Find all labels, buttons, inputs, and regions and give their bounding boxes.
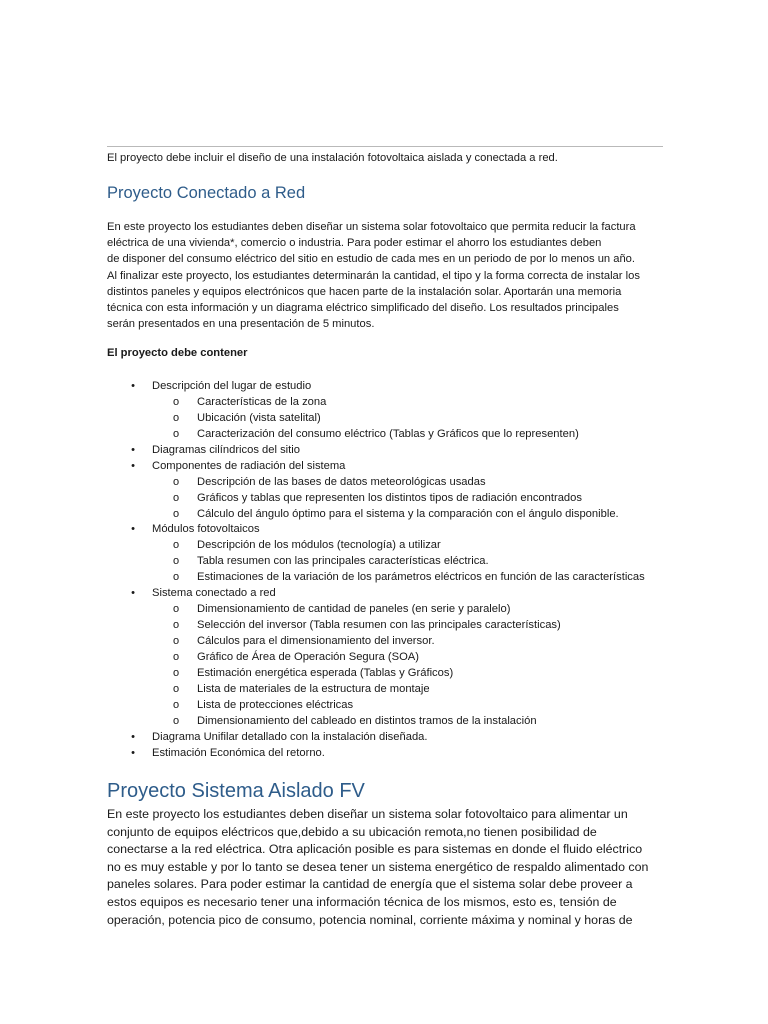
- sub-bullet-marker: o: [172, 491, 180, 504]
- sub-bullet-marker: o: [172, 571, 180, 584]
- list-item-text: Módulos fotovoltaicos: [152, 523, 260, 536]
- bullet-marker: •: [131, 730, 135, 743]
- paragraph-line: operación, potencia pico de consumo, potencia nominal, corriente máxima y nominal y horas de: [107, 912, 633, 927]
- list-item-text: Dimensionamiento del cableado en distintos tramos de la instalación: [197, 714, 537, 727]
- sub-list-item: [0, 507, 768, 523]
- paragraph-line: de disponer del consumo eléctrico del sitio en estudio de cada mes en un periodo de por lo menos un año.: [107, 253, 636, 266]
- bullet-marker: •: [131, 380, 135, 392]
- sub-list-item: [0, 395, 768, 411]
- list-item: [0, 522, 768, 538]
- list-item-text: Tabla resumen con las principales características eléctrica.: [197, 555, 489, 568]
- sub-bullet-marker: o: [172, 603, 180, 616]
- list-item-text: Sistema conectado a red: [152, 587, 276, 600]
- list-item: [0, 586, 768, 602]
- header-rule: [107, 146, 663, 147]
- bullet-marker: •: [131, 587, 135, 600]
- sub-bullet-marker: o: [172, 714, 180, 727]
- bullet-marker: •: [131, 459, 135, 472]
- list-item-text: Gráficos y tablas que representen los distintos tipos de radiación encontrados: [197, 491, 582, 504]
- paragraph-line: técnica con esta información y un diagrama eléctrico simplificado del diseño. Los resultados principales: [107, 302, 619, 315]
- section1-paragraph: [107, 219, 640, 332]
- list-item: [0, 730, 768, 746]
- list-item-text: Caracterización del consumo eléctrico (Tablas y Gráficos que lo representen): [197, 427, 579, 440]
- paragraph-line: eléctrica de una vivienda*, comercio o industria. Para poder estimar el ahorro los estudiantes deben: [107, 237, 602, 250]
- sub-bullet-marker: o: [172, 650, 180, 663]
- list-item-text: Cálculos para el dimensionamiento del inversor.: [197, 635, 435, 647]
- sub-bullet-marker: o: [172, 698, 180, 711]
- contents-heading: El proyecto debe contener: [107, 347, 248, 359]
- list-item: [0, 379, 768, 395]
- paragraph-line: no es muy estable y por lo tanto se desea tener un sistema energético de respaldo alimentado con: [107, 859, 649, 874]
- section2-paragraph: [107, 806, 648, 929]
- list-item-text: Estimación energética esperada (Tablas y Gráficos): [197, 666, 454, 679]
- list-item-text: Estimación Económica del retorno.: [152, 746, 325, 759]
- bullet-marker: •: [131, 746, 135, 759]
- sub-list-item: [0, 411, 768, 427]
- sub-list-item: [0, 650, 768, 666]
- sub-list-item: [0, 602, 768, 618]
- list-item: [0, 746, 768, 762]
- bullet-marker: •: [131, 523, 135, 536]
- sub-list-item: [0, 570, 768, 586]
- list-item-text: Descripción de las bases de datos meteorológicas usadas: [197, 475, 486, 488]
- section-heading-conectado-red: Proyecto Conectado a Red: [107, 184, 306, 202]
- list-item-text: Estimaciones de la variación de los parámetros eléctricos en función de las características: [197, 571, 645, 584]
- sub-bullet-marker: o: [172, 666, 180, 679]
- list-item-text: Características de la zona: [197, 395, 327, 408]
- list-item-text: Diagramas cilíndricos del sitio: [152, 443, 300, 456]
- sub-bullet-marker: o: [172, 635, 180, 647]
- list-item-text: Ubicación (vista satelital): [197, 411, 321, 424]
- section-heading-sistema-aislado: Proyecto Sistema Aislado FV: [107, 780, 365, 802]
- sub-bullet-marker: o: [172, 507, 180, 520]
- paragraph-line: Al finalizar este proyecto, los estudiantes determinarán la cantidad, el tipo y la forma correcta de instalar los: [107, 269, 640, 282]
- sub-bullet-marker: o: [172, 539, 180, 552]
- sub-list-item: [0, 618, 768, 634]
- list-item-text: Componentes de radiación del sistema: [152, 459, 346, 472]
- sub-bullet-marker: o: [172, 411, 180, 424]
- sub-bullet-marker: o: [172, 682, 180, 695]
- paragraph-line: conectarse a la red eléctrica. Otra aplicación posible es para sistemas en donde el fluido eléctrico: [107, 842, 643, 857]
- sub-bullet-marker: o: [172, 555, 180, 568]
- list-item-text: Gráfico de Área de Operación Segura (SOA): [197, 650, 419, 663]
- sub-list-item: [0, 538, 768, 554]
- sub-list-item: [0, 634, 768, 650]
- list-item-text: Descripción de los módulos (tecnología) a utilizar: [197, 539, 441, 552]
- list-item-text: Dimensionamiento de cantidad de paneles (en serie y paralelo): [197, 603, 511, 616]
- paragraph-line: paneles solares. Para poder estimar la cantidad de energía que el sistema solar debe proveer a: [107, 877, 633, 892]
- list-item: [0, 443, 768, 459]
- list-item: [0, 459, 768, 475]
- list-item-text: Diagrama Unifilar detallado con la instalación diseñada.: [152, 730, 428, 743]
- list-item-text: Lista de materiales de la estructura de montaje: [197, 682, 430, 695]
- list-item-text: Lista de protecciones eléctricas: [197, 698, 354, 711]
- list-item-text: Descripción del lugar de estudio: [152, 380, 312, 392]
- sub-list-item: [0, 666, 768, 682]
- sub-bullet-marker: o: [172, 427, 180, 440]
- sub-list-item: [0, 682, 768, 698]
- sub-bullet-marker: o: [172, 475, 180, 488]
- contents-list: [0, 379, 768, 762]
- paragraph-line: En este proyecto los estudiantes deben diseñar un sistema solar fotovoltaico que permita reducir la factura: [107, 221, 636, 233]
- sub-bullet-marker: o: [172, 395, 180, 408]
- paragraph-line: distintos paneles y equipos electrónicos que hacen parte de la instalación solar. Aportarán una memoria: [107, 285, 622, 298]
- paragraph-line: serán presentados en una presentación de 5 minutos.: [107, 318, 375, 331]
- sub-bullet-marker: o: [172, 619, 180, 632]
- sub-list-item: [0, 427, 768, 443]
- sub-list-item: [0, 714, 768, 730]
- paragraph-line: estos equipos es necesario tener una información técnica de los mismos, esto es, tensión de: [107, 894, 617, 909]
- list-item-text: Selección del inversor (Tabla resumen con las principales características): [197, 619, 561, 632]
- sub-list-item: [0, 698, 768, 714]
- paragraph-line: conjunto de equipos eléctricos que,debido a su ubicación remota,no tienen posibilidad de: [107, 824, 597, 839]
- sub-list-item: [0, 491, 768, 507]
- paragraph-line: En este proyecto los estudiantes deben diseñar un sistema solar fotovoltaico para alimentar un: [107, 807, 628, 821]
- bullet-marker: •: [131, 443, 135, 456]
- intro-text: El proyecto debe incluir el diseño de una instalación fotovoltaica aislada y conectada a red.: [107, 152, 558, 164]
- sub-list-item: [0, 554, 768, 570]
- list-item-text: Cálculo del ángulo óptimo para el sistema y la comparación con el ángulo disponible.: [197, 507, 619, 520]
- sub-list-item: [0, 475, 768, 491]
